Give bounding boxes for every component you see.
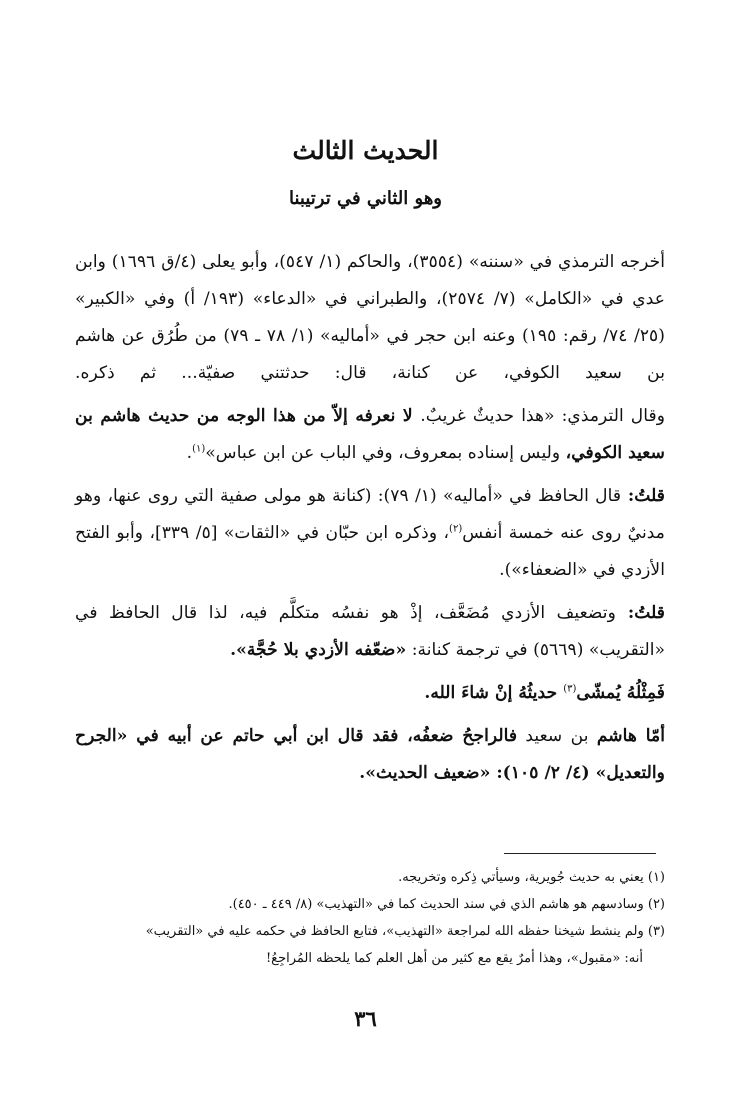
footnote-divider: [504, 853, 656, 854]
hashim-judgement: فالراجحُ ضعفُه، فقد قال ابن أبي حاتم عن أبيه في «الجرح والتعديل» (٤/ ٢/ ١٠٥): «ضعيف الحديث».: [75, 726, 665, 783]
paragraph-hafiz-amali: [75, 478, 665, 589]
hafiz-intro: قال الحافظ في «أماليه» (١/ ٧٩):: [371, 486, 622, 506]
qultu-label: قلتُ:: [615, 603, 665, 623]
footnote-ref-1[interactable]: (١): [192, 443, 206, 455]
hashim-name: بن سعيد: [517, 726, 597, 746]
chapter-subtitle: وهو الثاني في ترتيبنا: [288, 188, 443, 209]
footnote-ref-2[interactable]: (٢): [449, 523, 463, 535]
paragraph-hashim: [75, 718, 665, 792]
footnote-1: (١) يعني به حديث جُويرية، وسيأتي ذِكره وتخريجه.: [398, 870, 665, 885]
hashim-bold: أمّا هاشم: [596, 726, 666, 746]
tirmidhi-quote-start: وقال الترمذي: «هذا حديثٌ غريبٌ.: [420, 406, 665, 426]
paragraph-tirmidhi: [75, 398, 665, 472]
hafiz-quote-end: ، وذكره ابن حبّان في «الثقات» [٥/ ٣٣٩]، وأبو الفتح الأزدي في «الضعفاء»).: [75, 523, 665, 580]
tirmidhi-quote-bold: لا نعرفه إلاّ من هذا الوجه من حديث هاشم بن سعيد الكوفي،: [75, 406, 665, 463]
paragraph-azdi: [75, 595, 665, 669]
conclusion-bold: فَمِثْلُهُ يُمشّى: [576, 683, 665, 703]
paragraph-conclusion: [75, 675, 665, 712]
hafiz-quote: (كنانة هو مولى صفية التي روى عنها، وهو مدنيٌ روى عنه خمسة أنفس: [75, 486, 665, 543]
tirmidhi-period: .: [186, 443, 193, 463]
footnote-3: (٣) ولم ينشط شيخنا حفظه الله لمراجعة «التهذيب»، فتابع الحافظ في حكمه عليه في «التقريب»: [145, 924, 665, 939]
body-text: [75, 244, 665, 798]
paragraph-takhrij: أخرجه الترمذي في «سننه» (٣٥٥٤)، والحاكم (١/ ٥٤٧)، وأبو يعلى (٤/ق ١٦٩٦) وابن عدي في «الكامل» (٧/ ٢٥٧٤)، والطبراني في «الدعاء» (١٩٣/ أ) وفي «الكبير» (٢٥/ ٧٤/ رقم: ١٩٥) وعنه ابن حجر في «أماليه» (١/ ٧٨ ـ ٧٩) من طُرُق عن هاشم بن سعيد الكوفي، عن كنانة، قال: حدثتني صفيّة... ثم ذكره.: [75, 252, 665, 383]
footnote-ref-3[interactable]: (٣): [563, 683, 577, 695]
azdi-text: وتضعيف الأزدي مُضَعَّف، إذْ هو نفسُه متكلَّم فيه، لذا قال الحافظ في «التقريب» (٥٦٦٩) في ترجمة كنانة:: [75, 603, 665, 660]
footnote-2: (٢) وسادسهم هو هاشم الذي في سند الحديث كما في «التهذيب» (٨/ ٤٤٩ ـ ٤٥٠).: [228, 897, 665, 912]
footnote-3-continued: أنه: «مقبول»، وهذا أمرٌ يقع مع كثير من أهل العلم كما يلحظه المُراجِعُ!: [265, 951, 643, 966]
tirmidhi-quote-end: وليس إسناده بمعروف، وفي الباب عن ابن عباس»: [205, 443, 566, 463]
azdi-quote: «ضعّفه الأزدي بلا حُجَّة».: [230, 640, 407, 660]
footnotes: [75, 864, 665, 972]
conclusion-rest: حديثُهُ إنْ شاءَ الله.: [424, 683, 564, 703]
chapter-title: الحديث الثالث: [292, 136, 439, 165]
qultu-label: قلتُ:: [621, 486, 665, 506]
page-number: ٣٦: [354, 1006, 377, 1031]
